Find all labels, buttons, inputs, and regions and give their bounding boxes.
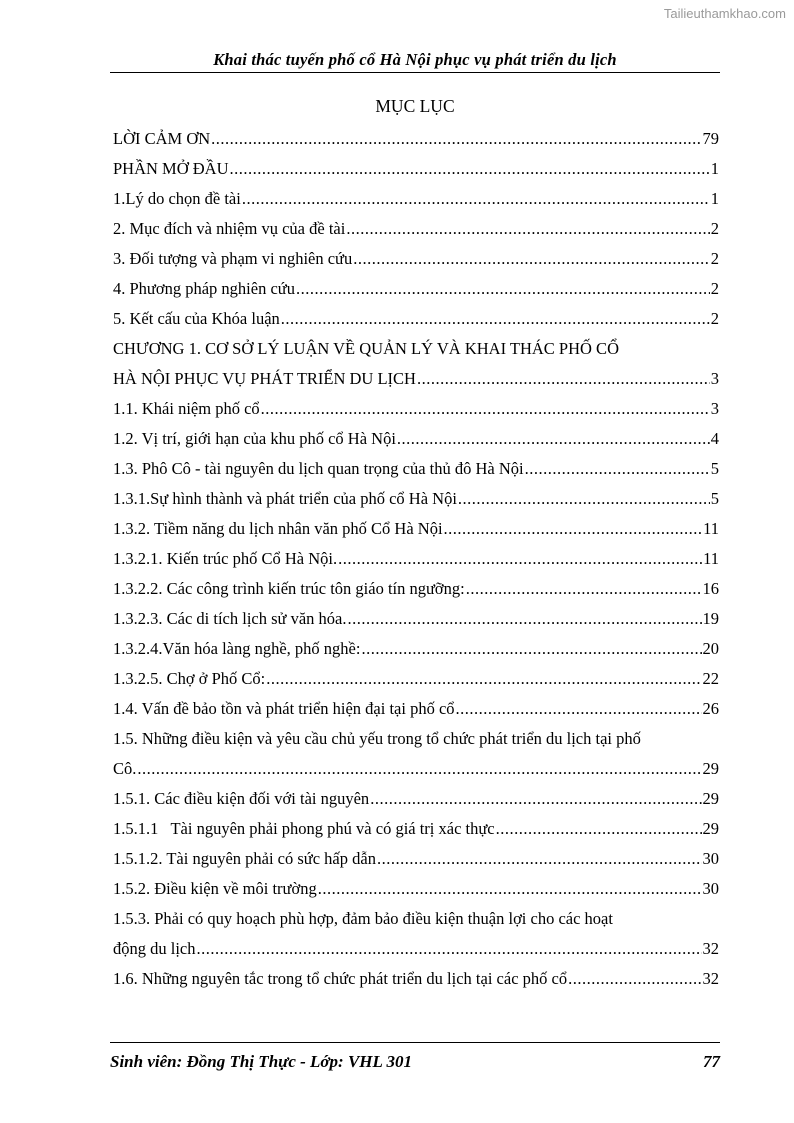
dot-leader (456, 694, 702, 724)
dot-leader (525, 454, 710, 484)
toc-entry-page: 1 (710, 159, 719, 178)
toc-entry-label: 3. Đối tượng và phạm vi nghiên cứu (113, 249, 353, 268)
dot-leader (496, 814, 702, 844)
toc-entry[interactable] (113, 574, 719, 604)
toc-entry-page: 20 (702, 639, 719, 658)
footer-divider (110, 1042, 720, 1043)
toc-entry-label: động du lịch (113, 939, 196, 958)
toc-entry-heading-line[interactable] (113, 724, 719, 754)
toc-entry-label: 5. Kết cấu của Khóa luận (113, 309, 280, 328)
toc-entry-label: 1.3.2.5. Chợ ở Phố Cổ: (113, 669, 266, 688)
toc-entry[interactable] (113, 394, 719, 424)
toc-title: MỤC LỤC (375, 96, 455, 116)
dot-leader (361, 634, 701, 664)
toc-entry-page: 29 (702, 819, 719, 838)
toc-entry[interactable] (113, 754, 719, 784)
toc-entry-page: 32 (702, 939, 719, 958)
toc-entry-page: 2 (710, 249, 719, 268)
toc-entry[interactable] (113, 274, 719, 304)
toc-entry[interactable] (113, 874, 719, 904)
toc-entry-label: 1.2. Vị trí, giới hạn của khu phố cổ Hà Nội (113, 429, 396, 448)
dot-leader (242, 184, 710, 214)
toc-entry-label: 1.6. Những nguyên tắc trong tổ chức phát triển du lịch tại các phố cổ (113, 969, 568, 988)
toc-entry-label: HÀ NỘI PHỤC VỤ PHÁT TRIỂN DU LỊCH (113, 369, 416, 388)
toc-entry[interactable] (113, 124, 719, 154)
dot-leader (347, 604, 701, 634)
toc-entry-page: 3 (710, 369, 719, 388)
toc-entry-label: 1.4. Vấn đề bảo tồn và phát triển hiện đại tại phố cổ (113, 699, 455, 718)
watermark: Tailieuthamkhao.com (663, 6, 786, 21)
toc-entry-page: 4 (710, 429, 719, 448)
toc-entry-page: 2 (710, 309, 719, 328)
toc-entry-label: 1.5.3. Phải có quy hoạch phù hợp, đảm bảo điều kiện thuận lợi cho các hoạt (113, 909, 613, 928)
dot-leader (568, 964, 701, 994)
toc-entry[interactable] (113, 154, 719, 184)
toc-entry-page: 79 (702, 129, 719, 148)
toc-entry[interactable] (113, 454, 719, 484)
toc-entry[interactable] (113, 694, 719, 724)
dot-leader (318, 874, 702, 904)
toc-entry-heading-line[interactable] (113, 334, 719, 364)
dot-leader (338, 544, 702, 574)
dot-leader (266, 664, 701, 694)
toc-entry-label: 1.3.2.4.Văn hóa làng nghề, phố nghề: (113, 639, 361, 658)
footer-author: Sinh viên: Đồng Thị Thực - Lớp: VHL 301 (110, 1052, 413, 1071)
toc-entry-page: 11 (703, 549, 719, 568)
toc-entry-label: 2. Mục đích và nhiệm vụ của đề tài (113, 219, 346, 238)
toc-entry-page: 3 (710, 399, 719, 418)
toc-entry-label: 1.3.2. Tiềm năng du lịch nhân văn phố Cổ Hà Nội (113, 519, 443, 538)
table-of-contents (113, 124, 719, 994)
dot-leader (370, 784, 701, 814)
toc-entry[interactable] (113, 664, 719, 694)
toc-entry[interactable] (113, 364, 719, 394)
dot-leader (230, 154, 710, 184)
footer-page-number: 77 (703, 1052, 720, 1071)
toc-entry-page: 5 (710, 459, 719, 478)
toc-entry-label: 1.1. Khái niệm phố cổ (113, 399, 260, 418)
header-divider (110, 72, 720, 73)
toc-entry[interactable] (113, 184, 719, 214)
toc-entry[interactable] (113, 214, 719, 244)
toc-entry-page: 26 (702, 699, 719, 718)
dot-leader (137, 754, 701, 784)
toc-entry[interactable] (113, 844, 719, 874)
running-footer (110, 1052, 720, 1072)
toc-entry-label: 4. Phương pháp nghiên cứu (113, 279, 295, 298)
toc-entry[interactable] (113, 964, 719, 994)
toc-entry-page: 22 (702, 669, 719, 688)
toc-entry-page: 5 (710, 489, 719, 508)
toc-entry-label: PHẦN MỞ ĐẦU (113, 159, 229, 178)
toc-entry-label: 1.5.1.2. Tài nguyên phải có sức hấp dẫn (113, 849, 376, 868)
toc-entry[interactable] (113, 544, 719, 574)
toc-entry-page: 29 (702, 759, 719, 778)
toc-entry[interactable] (113, 514, 719, 544)
toc-entry[interactable] (113, 424, 719, 454)
dot-leader (197, 934, 702, 964)
toc-entry-label: 1.3.2.1. Kiến trúc phố Cổ Hà Nội. (113, 549, 338, 568)
dot-leader (458, 484, 710, 514)
toc-entry[interactable] (113, 304, 719, 334)
toc-entry-label: 1.3.1.Sự hình thành và phát triển của phố cổ Hà Nội (113, 489, 457, 508)
toc-entry-label: LỜI CẢM ƠN (113, 129, 211, 148)
toc-entry-label: 1.5.2. Điều kiện về môi trường (113, 879, 317, 898)
toc-entry-page: 2 (710, 279, 719, 298)
toc-entry[interactable] (113, 634, 719, 664)
toc-entry-page: 1 (710, 189, 719, 208)
dot-leader (417, 364, 710, 394)
toc-entry[interactable] (113, 604, 719, 634)
toc-entry-label: Cô. (113, 759, 137, 778)
toc-entry-label: 1.5.1.1 Tài nguyên phải phong phú và có giá trị xác thực (113, 819, 495, 838)
dot-leader (211, 124, 701, 154)
dot-leader (346, 214, 709, 244)
toc-entry[interactable] (113, 814, 719, 844)
toc-entry-page: 30 (702, 849, 719, 868)
dot-leader (296, 274, 710, 304)
toc-entry-label: 1.Lý do chọn đề tài (113, 189, 241, 208)
toc-entry-heading-line[interactable] (113, 904, 719, 934)
toc-entry-page: 11 (703, 519, 719, 538)
running-header: Khai thác tuyến phố cổ Hà Nội phục vụ phát triển du lịch (213, 50, 617, 69)
toc-entry[interactable] (113, 784, 719, 814)
dot-leader (281, 304, 710, 334)
toc-entry-label: 1.5. Những điều kiện và yêu cầu chủ yếu trong tổ chức phát triển du lịch tại phố (113, 729, 641, 748)
toc-entry-label: 1.3.2.2. Các công trình kiến trúc tôn giáo tín ngưỡng: (113, 579, 465, 598)
toc-entry-page: 2 (710, 219, 719, 238)
toc-entry[interactable] (113, 244, 719, 274)
toc-entry[interactable] (113, 934, 719, 964)
toc-entry-page: 30 (702, 879, 719, 898)
toc-entry-page: 16 (702, 579, 719, 598)
dot-leader (444, 514, 703, 544)
dot-leader (466, 574, 702, 604)
toc-entry-label: CHƯƠNG 1. CƠ SỞ LÝ LUẬN VỀ QUẢN LÝ VÀ KHAI THÁC PHỐ CỔ (113, 339, 619, 358)
toc-entry-label: 1.3. Phô Cô - tài nguyên du lịch quan trọng của thủ đô Hà Nội (113, 459, 524, 478)
toc-entry-page: 32 (702, 969, 719, 988)
toc-entry[interactable] (113, 484, 719, 514)
dot-leader (353, 244, 710, 274)
dot-leader (261, 394, 710, 424)
dot-leader (377, 844, 702, 874)
toc-entry-label: 1.3.2.3. Các di tích lịch sử văn hóa. (113, 609, 347, 628)
toc-entry-label: 1.5.1. Các điều kiện đối với tài nguyên (113, 789, 370, 808)
toc-entry-page: 19 (702, 609, 719, 628)
toc-entry-page: 29 (702, 789, 719, 808)
dot-leader (397, 424, 710, 454)
